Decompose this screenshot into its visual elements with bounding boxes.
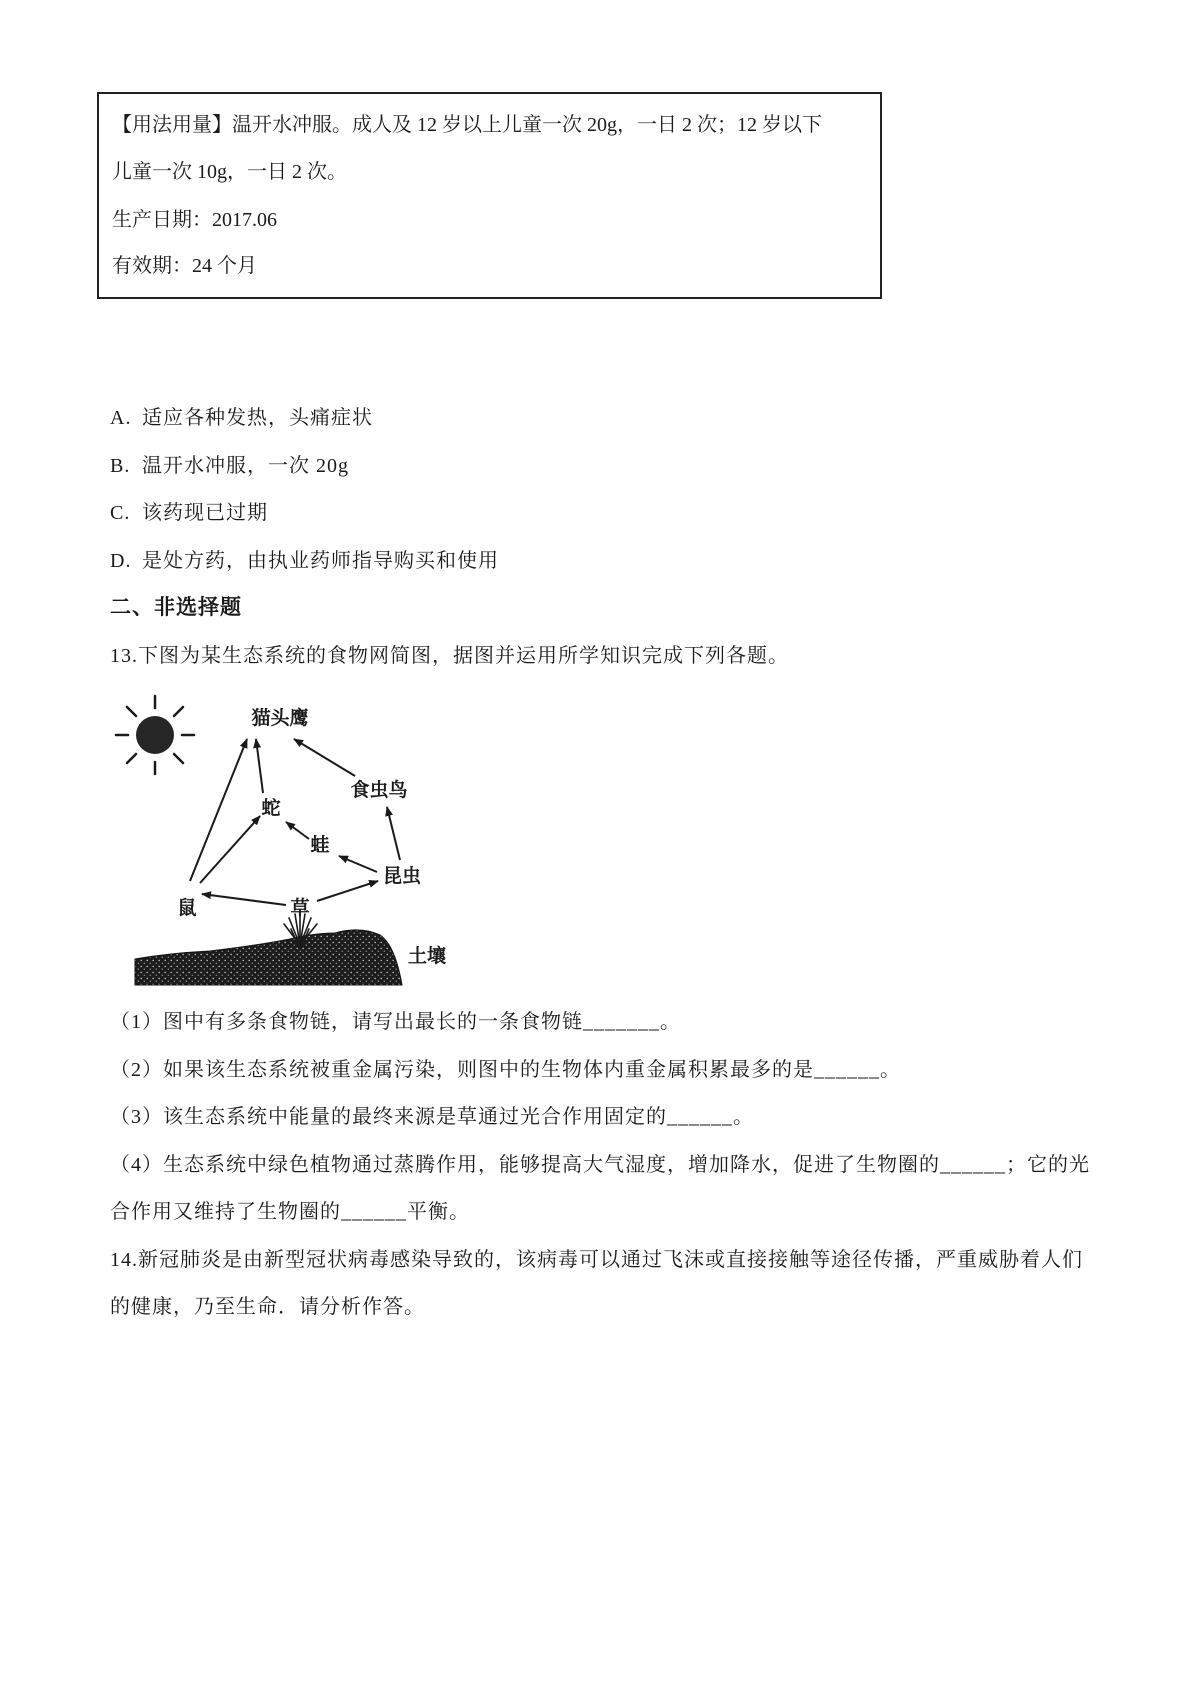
option-text: 该药现已过期 [142, 502, 268, 524]
label-mouse: 鼠 [177, 897, 197, 919]
arrow-grass-to-insect [317, 881, 378, 901]
section-heading: 二、非选择题 [110, 596, 242, 619]
option-text: 温开水冲服，一次 20g [142, 455, 349, 477]
sub-question-2: （2）如果该生态系统被重金属污染，则图中的生物体内重金属积累最多的是______。 [110, 1059, 901, 1081]
option-text: 适应各种发热，头痛症状 [142, 407, 373, 429]
option-text: 是处方药，由执业药师指导购买和使用 [142, 550, 499, 572]
label-insect: 昆虫 [382, 865, 422, 887]
arrow-frog-to-snake [286, 822, 309, 839]
arrow-grass-to-mouse [202, 894, 286, 905]
label-grass: 草 [290, 897, 310, 919]
food-web-diagram [110, 683, 470, 988]
arrow-insect-to-bird [387, 807, 400, 860]
label-frog: 蛙 [310, 834, 330, 856]
option-b [110, 451, 349, 481]
option-letter: A. [110, 407, 132, 429]
soil-mound [135, 930, 402, 985]
option-letter: D. [110, 550, 132, 572]
label-soil: 土壤 [407, 945, 447, 967]
sub-question-1: （1）图中有多条食物链，请写出最长的一条食物链_______。 [110, 1011, 681, 1033]
question-13-stem: 13.下图为某生态系统的食物网简图，据图并运用所学知识完成下列各题。 [110, 645, 789, 667]
option-c [110, 498, 268, 528]
arrow-mouse-to-snake [200, 816, 260, 883]
option-letter: C. [110, 502, 131, 524]
label-insectivorous-bird: 食虫鸟 [350, 779, 408, 801]
option-letter: B. [110, 455, 131, 477]
validity-period: 有效期：24 个月 [112, 255, 257, 277]
medicine-label-box [97, 92, 882, 299]
sun-icon [116, 696, 194, 774]
arrow-mouse-to-owl [190, 739, 247, 881]
label-snake: 蛇 [261, 797, 281, 819]
sub-question-4-continued: 合作用又维持了生物圈的______平衡。 [110, 1201, 470, 1223]
question-14-stem: 14.新冠肺炎是由新型冠状病毒感染导致的，该病毒可以通过飞沫或直接接触等途径传播，严重威胁着人们 [110, 1249, 1083, 1271]
label-owl: 猫头鹰 [251, 707, 309, 729]
sub-question-3: （3）该生态系统中能量的最终来源是草通过光合作用固定的______。 [110, 1106, 754, 1128]
usage-dosage-line: 【用法用量】温开水冲服。成人及 12 岁以上儿童一次 20g，一日 2 次；12 岁以下 [112, 114, 822, 136]
sub-question-4: （4）生态系统中绿色植物通过蒸腾作用，能够提高大气湿度，增加降水，促进了生物圈的______；它的光 [110, 1154, 1090, 1176]
arrow-insect-to-frog [339, 856, 377, 872]
option-a [110, 403, 373, 433]
production-date: 生产日期：2017.06 [112, 209, 277, 231]
arrow-snake-to-owl [256, 739, 263, 793]
usage-dosage-line-continued: 儿童一次 10g，一日 2 次。 [112, 161, 347, 183]
option-d [110, 546, 499, 576]
question-14-stem-continued: 的健康，乃至生命．请分析作答。 [110, 1296, 425, 1318]
arrow-bird-to-owl [294, 739, 355, 776]
